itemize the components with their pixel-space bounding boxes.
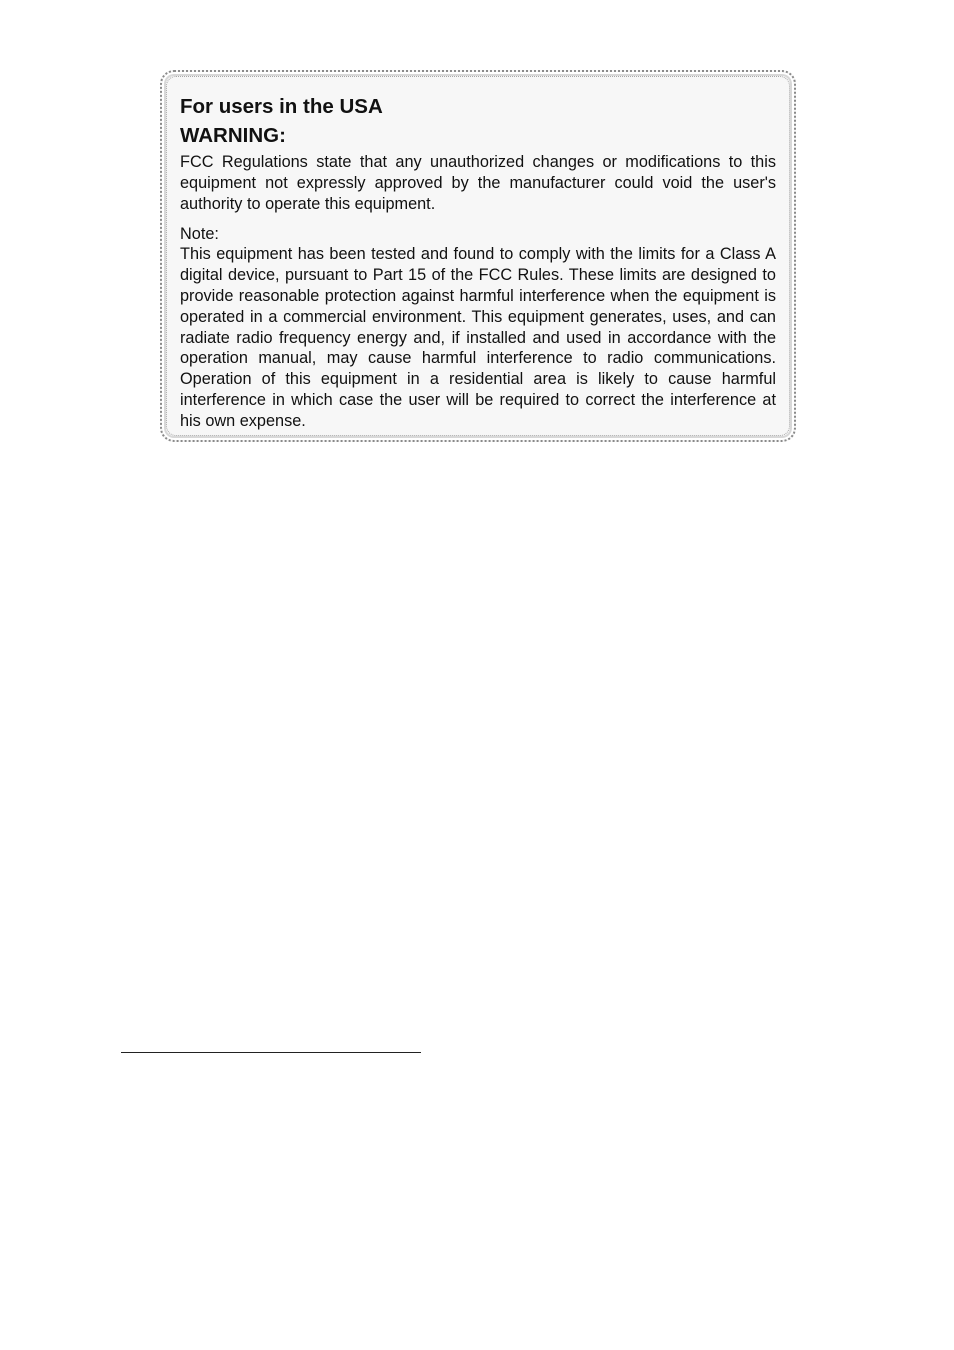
notice-title: For users in the USA — [180, 95, 383, 118]
warning-heading: WARNING: — [180, 124, 286, 147]
note-label: Note: — [180, 225, 219, 244]
footnote-divider — [121, 1052, 421, 1053]
fcc-notice-box — [160, 70, 796, 442]
note-text: This equipment has been tested and found to comply with the limits for a Class A digital device, pursuant to Part 15 of the FCC Rules. These limits are designed to provide reasonable protection against harmful interference when the equipment is operated in a commercial environment. This equipment generates, uses, and can radiate radio frequency energy and, if installed and used in accordance with the operation manual, may cause harmful interference to radio communications. Operation of this equipment in a residential area is likely to cause harmful interference in which case the user will be required to correct the interference at his own expense. — [180, 245, 776, 430]
warning-text: FCC Regulations state that any unauthorized changes or modifications to this equipment not expressly approved by the manufacturer could void the user's authority to operate this equipment. — [180, 153, 776, 213]
